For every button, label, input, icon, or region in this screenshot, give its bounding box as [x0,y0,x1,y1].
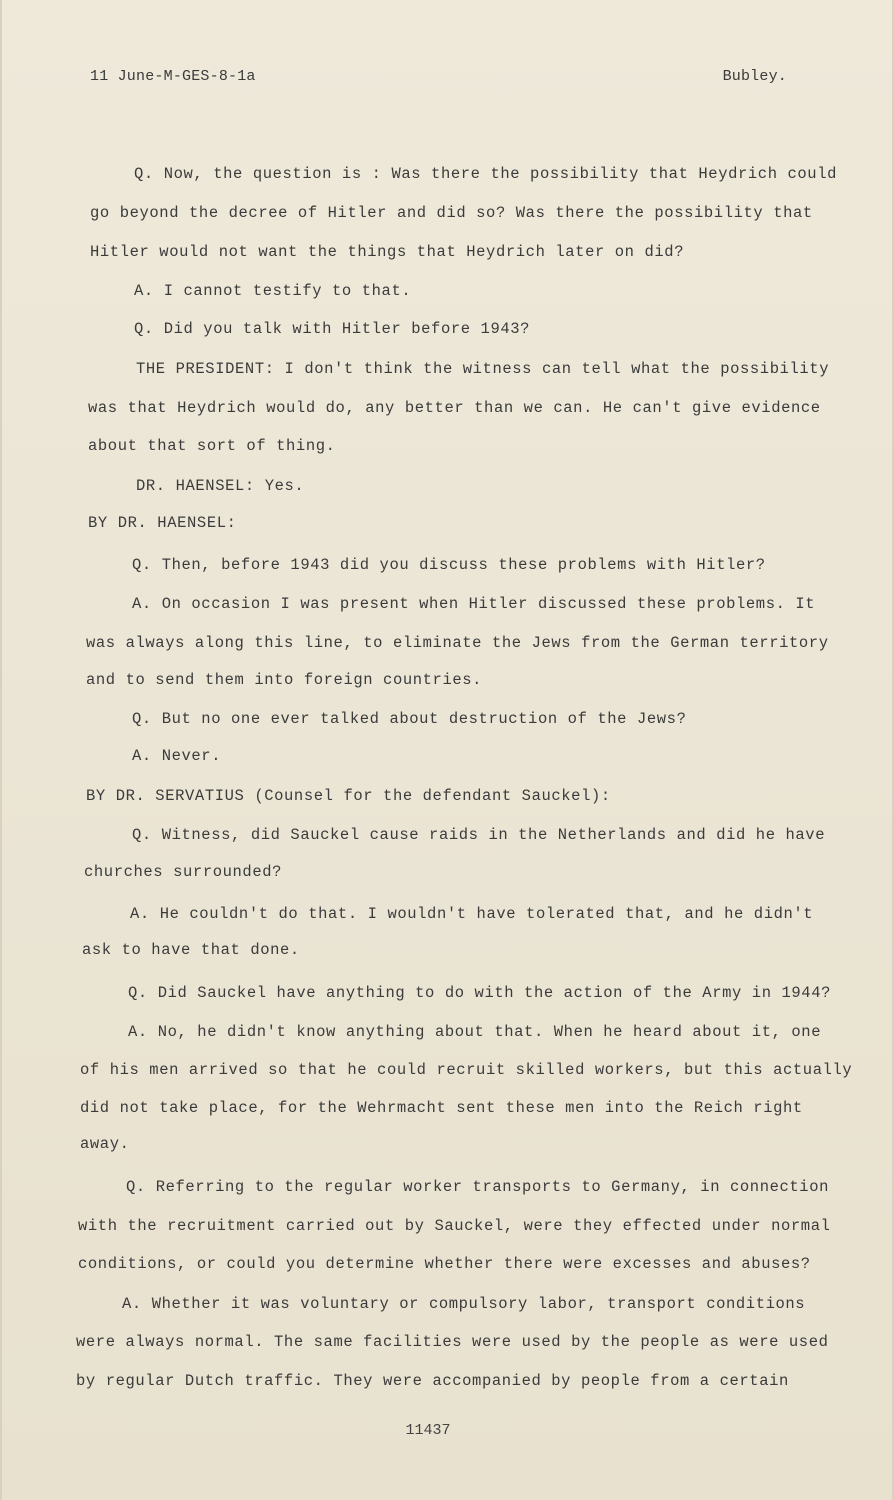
text-line: was always along this line, to eliminate the Jews from the German territory [86,634,829,652]
text-line: A. He couldn't do that. I wouldn't have tolerated that, and he didn't [130,905,814,923]
text-line: BY DR. HAENSEL: [88,514,237,532]
text-line: was that Heydrich would do, any better than we can. He can't give evidence [88,399,821,417]
page-number: 11437 [405,1422,451,1439]
text-line: THE PRESIDENT: I don't think the witness can tell what the possibility [136,360,830,378]
document-reference: 11 June-M-GES-8-1a [90,68,256,85]
text-line: churches surrounded? [84,863,283,881]
text-line: A. On occasion I was present when Hitler discussed these problems. It [132,595,816,613]
text-line: A. Whether it was voluntary or compulsory labor, transport conditions [122,1295,806,1313]
text-line: conditions, or could you determine whether there were excesses and abuses? [78,1255,811,1273]
text-line: of his men arrived so that he could recruit skilled workers, but this actually [80,1061,853,1079]
text-line: go beyond the decree of Hitler and did so? Was there the possibility that [90,204,813,222]
text-line: A. Never. [132,747,222,765]
page-header [90,68,787,85]
text-line: with the recruitment carried out by Sauckel, were they effected under normal [78,1217,831,1235]
text-line: A. I cannot testify to that. [134,282,412,300]
text-line: by regular Dutch traffic. They were accompanied by people from a certain [76,1372,789,1390]
text-line: Q. But no one ever talked about destruction of the Jews? [132,710,687,728]
text-line: BY DR. SERVATIUS (Counsel for the defendant Sauckel): [86,787,611,805]
text-line: Q. Witness, did Sauckel cause raids in the Netherlands and did he have [132,826,826,844]
typist-name: Bubley. [722,68,787,85]
text-line: about that sort of thing. [88,437,336,455]
text-line: Q. Now, the question is : Was there the possibility that Heydrich could [134,165,838,183]
text-line: DR. HAENSEL: Yes. [136,477,305,495]
text-line: A. No, he didn't know anything about that. When he heard about it, one [128,1023,822,1041]
text-line: Q. Referring to the regular worker transports to Germany, in connection [126,1178,830,1196]
text-line: Q. Did Sauckel have anything to do with the action of the Army in 1944? [128,984,832,1002]
text-line: did not take place, for the Wehrmacht sent these men into the Reich right [80,1099,803,1117]
text-line: Q. Did you talk with Hitler before 1943? [134,320,531,338]
text-line: and to send them into foreign countries. [86,671,483,689]
text-line: were always normal. The same facilities were used by the people as were used [76,1333,829,1351]
text-line: Hitler would not want the things that Heydrich later on did? [90,243,685,261]
text-line: away. [80,1135,130,1153]
text-line: Q. Then, before 1943 did you discuss these problems with Hitler? [132,556,766,574]
text-line: ask to have that done. [82,941,300,959]
